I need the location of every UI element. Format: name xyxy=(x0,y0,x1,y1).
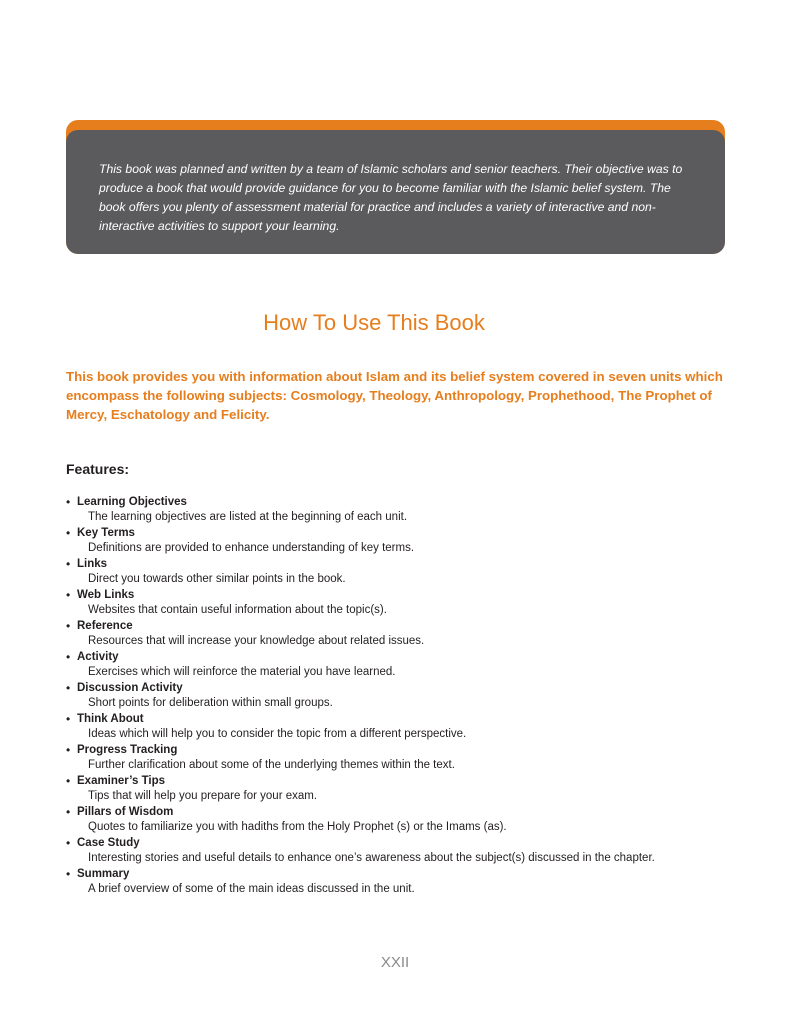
feature-item xyxy=(66,494,746,525)
feature-item xyxy=(66,835,746,866)
bullet: • xyxy=(66,526,71,540)
feature-term: Key Terms xyxy=(77,527,135,539)
feature-description: Exercises which will reinforce the material you have learned. xyxy=(88,666,396,678)
bullet: • xyxy=(66,743,71,757)
feature-term: Web Links xyxy=(77,589,135,601)
bullet: • xyxy=(66,588,71,602)
feature-item xyxy=(66,556,746,587)
feature-term: Progress Tracking xyxy=(77,744,178,756)
feature-term: Links xyxy=(77,558,108,570)
feature-item xyxy=(66,711,746,742)
feature-term: Case Study xyxy=(77,837,140,849)
feature-term: Think About xyxy=(77,713,144,725)
intro-box-inner xyxy=(66,130,725,254)
bullet: • xyxy=(66,650,71,664)
lead-paragraph: This book provides you with information about Islam and its belief system covered in seven units which encompass the following subjects: Cosmology, Theology, Anthropology, Prophethood, The Prophet of Mercy, Eschatology and Felicity. xyxy=(66,369,723,422)
feature-description: Interesting stories and useful details to enhance one’s awareness about the subject(s) discussed in the chapter. xyxy=(88,852,655,864)
feature-description: Ideas which will help you to consider the topic from a different perspective. xyxy=(88,728,467,740)
feature-term: Discussion Activity xyxy=(77,682,183,694)
intro-text: This book was planned and written by a team of Islamic scholars and senior teachers. Their objective was to produce a book that would provide guidance for you to become familiar with the Islamic belief system. The book offers you plenty of assessment material for practice and includes a variety of interactive and non-interactive activities to support your learning. xyxy=(99,162,683,233)
page-title: How To Use This Book xyxy=(263,310,485,335)
feature-description: The learning objectives are listed at the beginning of each unit. xyxy=(88,511,408,523)
bullet: • xyxy=(66,836,71,850)
features-list xyxy=(66,494,746,897)
bullet: • xyxy=(66,681,71,695)
feature-description: Resources that will increase your knowledge about related issues. xyxy=(88,635,425,647)
feature-item xyxy=(66,680,746,711)
feature-description: Short points for deliberation within small groups. xyxy=(88,697,333,709)
bullet: • xyxy=(66,619,71,633)
feature-description: Direct you towards other similar points in the book. xyxy=(88,573,346,585)
feature-item xyxy=(66,525,746,556)
bullet: • xyxy=(66,712,71,726)
feature-description: A brief overview of some of the main ideas discussed in the unit. xyxy=(88,883,415,895)
features-heading: Features: xyxy=(66,461,130,477)
feature-term: Examiner’s Tips xyxy=(77,775,165,787)
feature-description: Definitions are provided to enhance understanding of key terms. xyxy=(88,542,415,554)
feature-item xyxy=(66,773,746,804)
bullet: • xyxy=(66,774,71,788)
feature-description: Websites that contain useful information about the topic(s). xyxy=(88,604,387,616)
feature-term: Pillars of Wisdom xyxy=(77,806,174,818)
bullet: • xyxy=(66,867,71,881)
feature-item xyxy=(66,804,746,835)
feature-term: Learning Objectives xyxy=(77,496,187,508)
feature-description: Further clarification about some of the underlying themes within the text. xyxy=(88,759,455,771)
feature-term: Reference xyxy=(77,620,133,632)
feature-item xyxy=(66,618,746,649)
feature-term: Summary xyxy=(77,868,130,880)
bullet: • xyxy=(66,805,71,819)
bullet: • xyxy=(66,557,71,571)
feature-item xyxy=(66,866,746,897)
feature-term: Activity xyxy=(77,651,119,663)
page-number: XXII xyxy=(380,954,410,971)
feature-description: Tips that will help you prepare for your exam. xyxy=(88,790,318,802)
feature-item xyxy=(66,587,746,618)
feature-item xyxy=(66,649,746,680)
feature-description: Quotes to familiarize you with hadiths from the Holy Prophet (s) or the Imams (as). xyxy=(88,821,507,833)
feature-item xyxy=(66,742,746,773)
bullet: • xyxy=(66,495,71,509)
intro-box xyxy=(66,120,725,254)
